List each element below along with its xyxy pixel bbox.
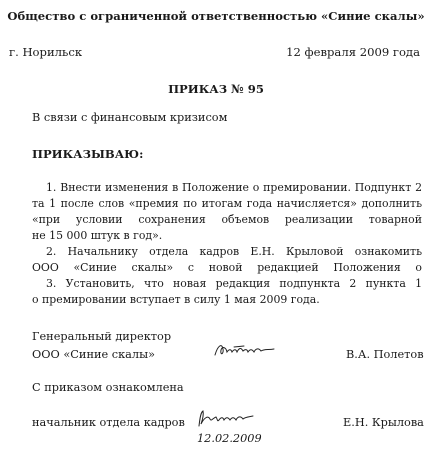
order-title: ПРИКАЗ № 95 — [168, 82, 264, 96]
director-signature — [212, 341, 282, 361]
document-date: 12 февраля 2009 года — [286, 45, 420, 59]
item-1-line: 1. Внести изменения в Положение о премировании. Подпункт 2 — [46, 181, 422, 194]
organization-title: Общество с ограниченной ответственностью «Синие скалы» — [7, 9, 425, 23]
item-2-line: ООО «Синие скалы» с новой редакцией Положения о — [32, 261, 422, 274]
order-decree: ПРИКАЗЫВАЮ: — [32, 147, 144, 161]
item-2-line: 2. Начальнику отдела кадров Е.Н. Крыловой ознакомить — [46, 245, 422, 258]
item-1-line: не 15 000 штук в год». — [32, 229, 163, 242]
order-reason: В связи с финансовым кризисом — [32, 111, 228, 124]
acknowledgement-date: 12.02.2009 — [197, 432, 262, 445]
hr-signature — [195, 408, 257, 430]
director-company: ООО «Синие скалы» — [32, 348, 155, 361]
order-item-3 — [32, 276, 422, 308]
hr-position: начальник отдела кадров — [32, 416, 185, 429]
city: г. Норильск — [9, 45, 83, 59]
hr-name: Е.Н. Крылова — [343, 416, 424, 429]
item-3-line: о премировании вступает в силу 1 мая 2009 года. — [32, 293, 320, 306]
acknowledgement-label: С приказом ознакомлена — [32, 381, 184, 394]
order-item-2 — [32, 244, 422, 276]
order-item-1 — [32, 180, 422, 244]
director-position: Генеральный директор — [32, 330, 172, 343]
item-1-line: та 1 после слов «премия по итогам года начисляется» дополнить — [32, 197, 422, 210]
item-1-line: «при условии сохранения объемов реализации товарной — [32, 213, 422, 226]
director-name: В.А. Полетов — [346, 348, 424, 361]
item-3-line: 3. Установить, что новая редакция подпункта 2 пункта 1 — [46, 277, 422, 290]
